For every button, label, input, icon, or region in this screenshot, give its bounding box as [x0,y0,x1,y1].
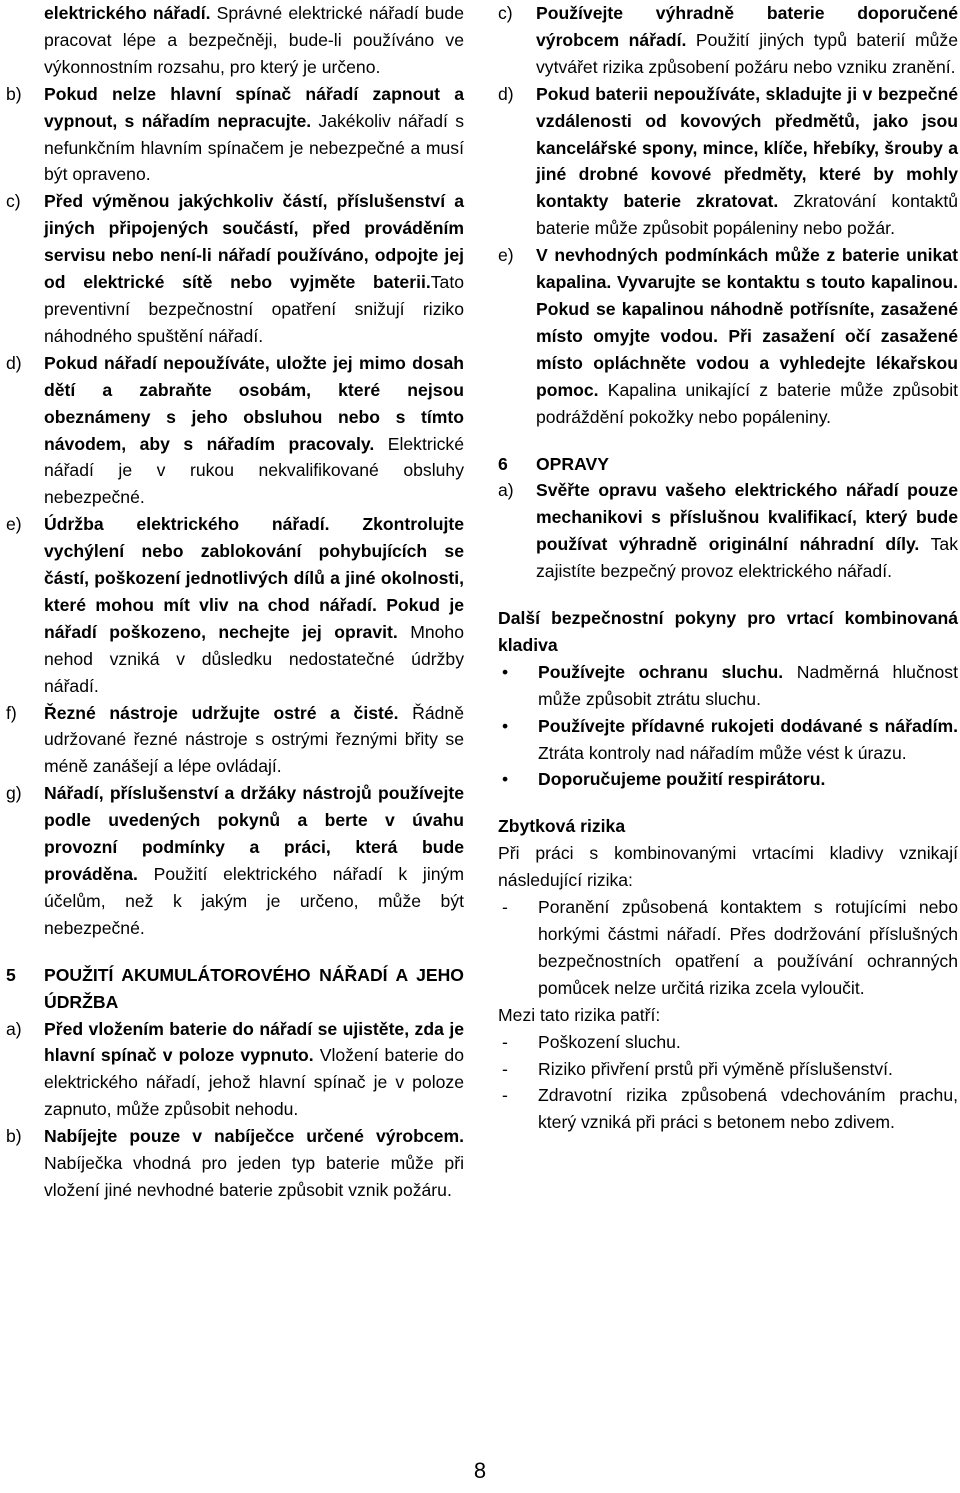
left-column [6,0,464,1204]
battery-item-c [498,0,958,81]
section-number: 6 [498,453,508,474]
instruction-item-g [6,780,464,941]
dash-item [498,1029,958,1056]
item-bold: Doporučujeme použití respirátoru. [538,769,826,790]
item-text: Jakékoliv nářadí s nefunkčním hlavním spínačem je nebezpečné a musí být opraveno. [44,110,464,185]
item-text: Mnoho nehod vzniká v důsledku nedostatečné údržby nářadí. [44,621,464,696]
section-title: OPRAVY [536,453,609,474]
section-5-item-b [6,1123,464,1204]
item-bold: Před vložením baterie do nářadí se ujistěte, zda je hlavní spínač v poloze vypnuto. [44,1018,464,1066]
item-bold: Údržba elektrického nářadí. Zkontrolujte vychýlení nebo zablokování pohybujících se částí, poškození jednotlivých dílů a jiné okolnosti, které mohou mít vliv na chod nářadí. Pokud je nářadí poškozeno, nechejte jej opravit. [44,514,464,642]
intro-paragraph [6,0,464,81]
section-title: POUŽITÍ AKUMULÁTOROVÉHO NÁŘADÍ A JEHO ÚDRŽBA [44,964,464,1012]
item-label: f) [6,702,17,723]
item-bold: Nářadí, příslušenství a držáky nástrojů používejte podle uvedených pokynů a berte v úvahu provozní podmínky a práci, která bude prováděna. [44,783,464,884]
item-label: c) [498,3,513,23]
intro-text: Správné elektrické nářadí bude pracovat lépe a bezpečněji, bude-li používáno ve výkonnostním rozsahu, pro který je určeno. [44,3,464,77]
dash-mark: - [502,1085,508,1106]
item-bold: Pokud nelze hlavní spínač nářadí zapnout a vypnout, s nářadím nepracujte. [44,83,464,131]
section-5-item-a [6,1016,464,1124]
dash-mark: - [502,897,508,918]
item-text: Kapalina unikající z baterie může způsobit podráždění pokožky nebo popáleniny. [536,379,958,427]
item-bold: Svěřte opravu vašeho elektrického nářadí pouze mechanikovi s příslušnou kvalifikací, který bude používat výhradně originální náhradní díly. [536,480,958,555]
item-bold: Používejte ochranu sluchu. [538,661,784,682]
item-text: Ztráta kontroly nad nářadím může vést k úrazu. [538,742,907,763]
item-text: Poranění způsobená kontaktem s rotujícími nebo horkými částmi nářadí. Přes dodržování příslušných bezpečnostních opatření a používání ochranných pomůcek nelze určitá rizika zcela vyloučit. [538,897,958,998]
bullet-mark: • [502,715,509,736]
bullet-item [498,766,958,793]
further-safety-title: Další bezpečnostní pokyny pro vrtací kombinovaná kladiva [498,608,958,655]
item-text: Elektrické nářadí je v rukou nekvalifikované obsluhy nebezpečné. [44,433,464,508]
section-5-heading [6,962,464,1016]
item-label: d) [498,83,514,104]
instruction-item-d [6,350,464,511]
instruction-item-e [6,511,464,699]
instruction-item-b [6,81,464,189]
battery-item-d [498,81,958,242]
item-text: Zkratování kontaktů baterie může způsobit popáleniny nebo požár. [536,191,958,239]
bullet-mark: • [502,661,509,682]
right-column [498,0,958,1136]
item-bold: Používejte výhradně baterie doporučené výrobcem nářadí. [536,3,958,50]
item-bold: Nabíjejte pouze v nabíječce určené výrobcem. [44,1126,464,1147]
section-6-heading [498,451,958,478]
instruction-item-f [6,700,464,781]
dash-mark: - [502,1058,508,1079]
item-text: Tak zajistíte bezpečný provoz elektrického nářadí. [536,534,958,582]
intro-bold: elektrického nářadí. [44,3,211,23]
item-text: Riziko přivření prstů při výměně příslušenství. [538,1058,893,1079]
among-risks-title: Mezi tato rizika patří: [498,1004,661,1025]
item-text: Poškození sluchu. [538,1031,681,1052]
dash-item [498,894,958,1002]
section-6-item-a [498,477,958,585]
item-label: e) [498,245,514,266]
item-text: Nabíječka vhodná pro jeden typ baterie může při vložení jiné nevhodné baterie způsobit vznik požáru. [44,1153,464,1200]
item-label: a) [6,1018,22,1039]
dash-item [498,1082,958,1136]
bullet-item [498,713,958,767]
dash-item [498,1056,958,1083]
item-bold: V nevhodných podmínkách může z baterie unikat kapalina. Vyvarujte se kontaktu s touto kapalinou. Pokud se kapalinou náhodně potřísníte, zasažené místo omyjte vodou. Při zasažení očí zasažené místo opláchněte vodou a vyhledejte lékařskou pomoc. [536,245,958,400]
instruction-item-c [6,188,464,349]
section-number: 5 [6,964,16,985]
dash-mark: - [502,1031,508,1052]
item-text: Použití jiných typů baterií může vytvářet rizika způsobení požáru nebo vzniku zranění. [536,29,958,77]
item-text: Použití elektrického nářadí k jiným účelům, než k jakým je určeno, může být nebezpečné. [44,864,464,938]
battery-item-e [498,242,958,430]
item-label: e) [6,514,22,535]
item-bold: Před výměnou jakýchkoliv částí, příslušenství a jiných připojených součástí, před prováděním servisu nebo není-li nářadí používáno, odpojte jej od elektrické sítě nebo vyjměte baterii. [44,191,464,293]
item-label: b) [6,83,22,104]
item-bold: Pokud nářadí nepoužíváte, uložte jej mimo dosah dětí a zabraňte osobám, které nejsou obeznámeny s jeho obsluhou nebo s tímto návodem, aby s nářadím pracovaly. [44,352,464,454]
item-label: b) [6,1126,22,1147]
item-label: g) [6,783,22,804]
item-bold: Používejte přídavné rukojeti dodávané s nářadím. [538,715,958,736]
item-text: Zdravotní rizika způsobená vdechováním prachu, který vzniká při práci s betonem nebo zdivem. [538,1085,958,1133]
item-label: c) [6,191,21,212]
item-bold: Pokud baterii nepoužíváte, skladujte ji v bezpečné vzdálenosti od kovových předmětů, jako jsou kancelářské spony, mince, klíče, hřebíky, šrouby a jiné drobné kovové předměty, které by mohly kontakty baterie zkratovat. [536,83,958,212]
item-text: Řádně udržované řezné nástroje s ostrými řeznými břity se méně zanášejí a lépe ovládají. [44,702,465,777]
item-label: a) [498,480,514,501]
item-text: Tato preventivní bezpečnostní opatření snižují riziko náhodného spuštění nářadí. [44,272,464,346]
bullet-mark: • [502,769,509,790]
bullet-item [498,659,958,713]
residual-risks-title: Zbytková rizika [498,816,626,837]
item-label: d) [6,352,22,373]
item-bold: Řezné nástroje udržujte ostré a čisté. [44,702,399,723]
item-text: Nadměrná hlučnost může způsobit ztrátu sluchu. [538,661,958,709]
page-number: 8 [473,1458,487,1483]
residual-risks-intro: Při práci s kombinovanými vrtacími kladivy vznikají následující rizika: [498,843,958,891]
item-text: Vložení baterie do elektrického nářadí, jehož hlavní spínač je v poloze zapnuto, může způsobit nehodu. [44,1045,464,1120]
